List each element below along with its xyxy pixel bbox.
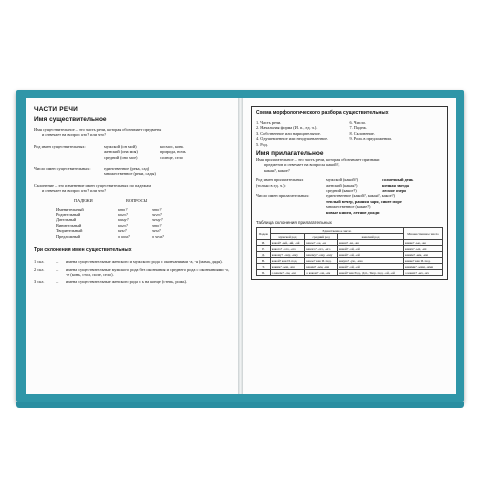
table-row: Д. какому? -ому, -ему какому? -ому, -ему какой? -ой, -ей каким? -ым, -им	[257, 252, 443, 258]
adjective-title: Имя прилагательное	[256, 150, 324, 158]
definition-line: Имя существительное – это часть речи, которая обозначает предметы	[34, 127, 162, 132]
case-row: Творительный кем? чем?	[56, 228, 161, 234]
declension-table-title: Таблица склонения прилагательных	[256, 220, 332, 226]
adjective-def: какая?, какое?	[264, 167, 290, 173]
declension-item: 2 скл. – имена существительные мужского рода без окончания и среднего рода с окончаниями -о, -е (конь, стол, поле, село).	[34, 266, 230, 277]
scheme-item: 7. Падеж.	[349, 125, 367, 131]
adjective-def: Имя прилагательное – это часть речи, которая обозначает признаки	[256, 157, 380, 163]
scheme-item: 5. Род.	[256, 141, 268, 147]
adj-gender-row: (только в ед. ч.): женский (какая?) ночная звезда	[256, 182, 409, 188]
page-title: ЧАСТИ РЕЧИ	[34, 106, 78, 113]
case-row: Родительный кого? чего?	[56, 212, 162, 218]
parsing-scheme-box	[251, 106, 448, 280]
adj-number-row: новые книги, летние дожди	[326, 209, 380, 215]
number-row: Число имен существительных: единственное (река, сад)	[34, 166, 150, 172]
definition-line: и отвечает на вопрос кто? или что?	[42, 132, 107, 138]
scheme-item: 2. Начальная форма (И. п., ед. ч.).	[256, 125, 318, 131]
table-row: П. о каком? -ом, -ем о каком? -ом, -ем какой? как Род., Дат., Твор. под. -ой, -ей о каких? -ых, -их	[257, 270, 443, 276]
scheme-item: 1. Часть речи.	[256, 120, 282, 125]
scheme-item: 6. Число.	[349, 120, 367, 125]
case-row: Предложный о ком? о чем?	[56, 233, 164, 239]
table-row: И. какой? -ый, -ий, -ой какое? -ое, -ее какая? -ая, -яя какие? -ые, -ие	[257, 240, 443, 246]
case-row: Дательный кому? чему?	[56, 217, 163, 223]
table-row: Т. каким? -ым, -им каким? -ым, -им какой? -ой, -ей какими? -ыми, -ими	[257, 264, 443, 270]
scheme-item: 4. Одушевленное или неодушевленное.	[256, 136, 329, 142]
declension-item: 1 скл. – имена существительные женского и мужского рода с окончаниями -а, -я (мама, дядя).	[34, 259, 223, 265]
declensions-title: Три склонения имен существительных	[34, 247, 132, 254]
gender-row: женский (она моя) природа, ночь	[104, 149, 186, 155]
case-row: Винительный кого? что?	[56, 222, 162, 228]
scheme-item: 9. Роль в предложении.	[349, 136, 392, 142]
declension-def: и отвечает на вопрос кто? или что?	[42, 188, 107, 194]
right-page	[243, 98, 456, 394]
scheme-item: 8. Склонение.	[349, 130, 375, 136]
scheme-item: 3. Собственное или нарицательное.	[256, 130, 321, 136]
adjective-def: предметов и отвечает на вопросы какой?,	[264, 162, 340, 168]
adj-number-row: Число имен прилагательных: единственное (какой?, какая?, какое?)	[256, 193, 395, 199]
notebook-cover	[16, 90, 464, 402]
scheme-title: Схема морфологического разбора существительных	[256, 110, 389, 116]
table-row: В. какой? как И. под. какое? как И. под. какую? -ую, -юю какие? как И. под.	[257, 258, 443, 264]
cases-list	[56, 207, 230, 239]
adj-number-row: теплый вечер, ранняя заря, синее море	[326, 198, 402, 204]
number-row: множественное (реки, сады)	[104, 171, 156, 177]
adj-gender-row: Род имен прилагательных мужской (какой?) солнечный день	[256, 177, 414, 183]
section-title: Имя существительное	[34, 116, 107, 123]
declension-def: Склонение – это изменение имен существительных по падежам	[34, 182, 151, 188]
declension-table: Падеж Единственное число Множественное число мужской род средний род женский род И. какой? -ый, -ий, -ой какое? -ое, -ее какая? -ая, -яя какие? -ые, -ие Р. какого? -ого, -его какого? -ого, -его какой? -ой, -ей каких? -ых, -их Д. какому? -ому, -ему какому? -ому, -ему какой? -ой, -ей каким? -ым, -им В. какой? как И. под. какое? как И. под. какую? -ую, -юю какие? как И. под. Т. каким? -ым, -им каким? -ым, -им какой? -ой, -ей какими? -ыми, -ими П. о каком? -ом, -ем о каком? -ом, -ем какой? как Род., Дат., Твор. под. -ой, -ей о каких? -ых, -их	[256, 227, 443, 276]
gender-row: Род имен существительных: мужской (он мой) космос, конь	[34, 143, 184, 149]
adj-number-row: множественное (какие?)	[326, 204, 371, 210]
gender-row: средний (оно мое) солнце, село	[104, 154, 183, 160]
case-row: Именительный кто? что?	[56, 206, 162, 212]
table-row: Р. какого? -ого, -его какого? -ого, -его какой? -ой, -ей каких? -ых, -их	[257, 246, 443, 252]
left-page	[26, 98, 238, 394]
adj-gender-row: средний (какое?) лесное озеро	[326, 188, 407, 194]
declension-item: 3 скл. – имена существительные женского рода с ь на конце (степь, рожь).	[34, 279, 188, 285]
cases-header: ПАДЕЖИ ВОПРОСЫ	[74, 197, 148, 203]
